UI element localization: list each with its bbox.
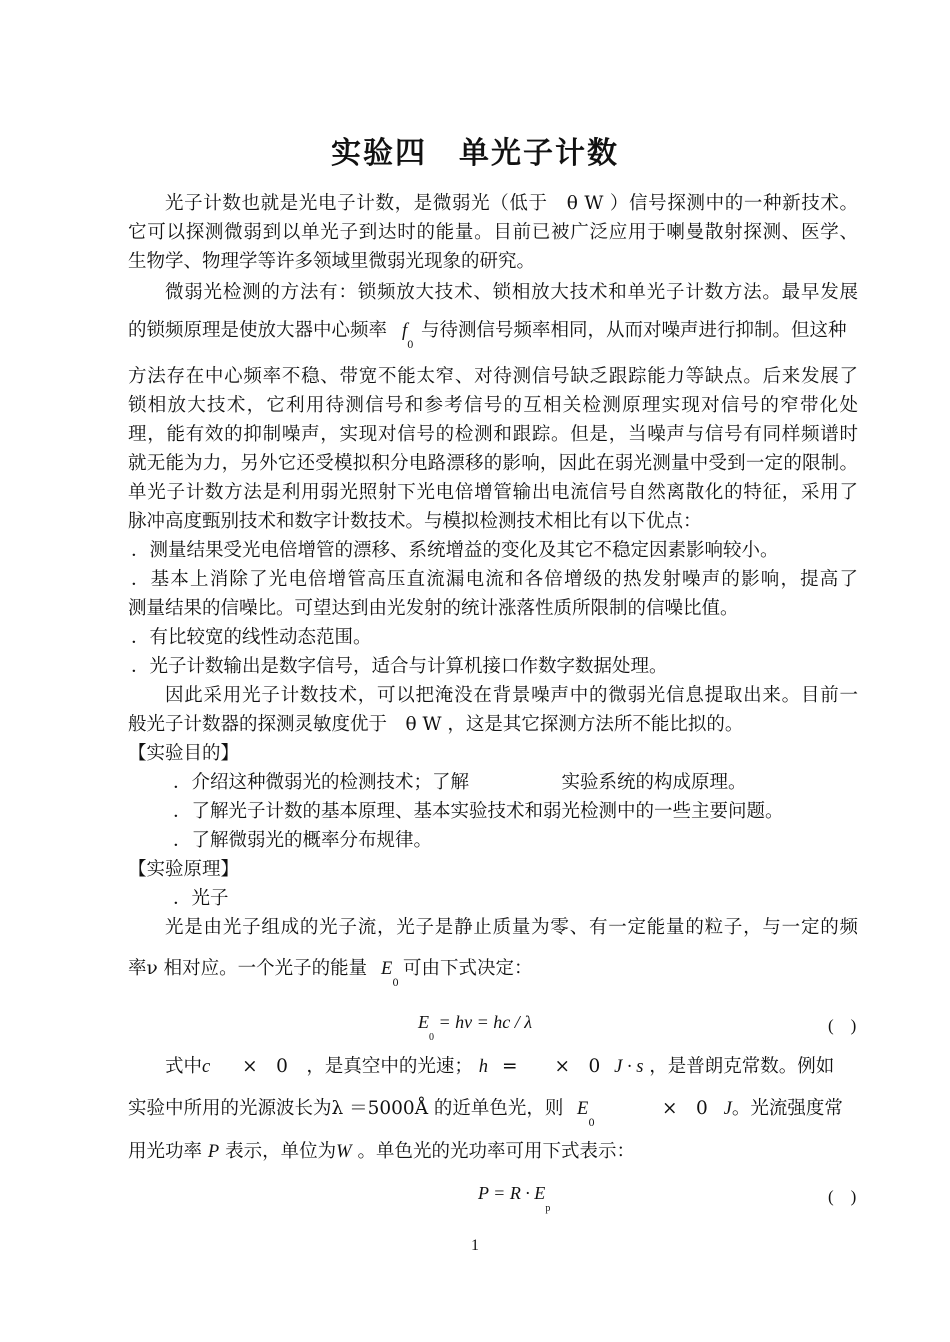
list-item: ．了解微弱光的概率分布规律。 (173, 830, 433, 851)
paragraph-line: 方法存在中心频率不稳、带宽不能太窄、对待测信号缺乏跟踪能力等缺点。后来发展了 (128, 366, 858, 387)
list-item: 测量结果的信噪比。可望达到由光发射的统计涨落性质所限制的信噪比值。 (128, 598, 739, 619)
paragraph-line: 实验中所用的光源波长为λ ＝5000Å 的近单色光，则 (128, 1098, 564, 1119)
equation-number: ( ) (828, 1016, 857, 1035)
list-item: ．测量结果受光电倍增管的漂移、系统增益的变化及其它不稳定因素影响较小。 (131, 540, 779, 561)
paragraph-line: 率ν 相对应。一个光子的能量 (128, 958, 368, 979)
paragraph-line: 可由下式决定： (403, 958, 533, 979)
paragraph-line: 光子计数也就是光电子计数，是微弱光（低于 θ W ）信号探测中的一种新技术。 (165, 193, 858, 214)
page-number: 1 (471, 1237, 479, 1254)
paragraph-line: 因此采用光子计数技术，可以把淹没在背景噪声中的微弱光信息提取出来。目前一 (165, 685, 858, 706)
paragraph-line: 般光子计数器的探测灵敏度优于 θ W ，这是其它探测方法所不能比拟的。 (128, 714, 744, 735)
paragraph-line: 光是由光子组成的光子流，光子是静止质量为零、有一定能量的粒子，与一定的频 (165, 917, 858, 938)
paragraph-line: 的锁频原理是使放大器中心频率 (128, 320, 388, 341)
freq-symbol: $f_0$ (402, 321, 414, 351)
paragraph-line: 单光子计数方法是利用弱光照射下光电倍增管输出电流信号自然离散化的特征，采用了 (128, 482, 858, 503)
paragraph-line: 它可以探测微弱到以单光子到达时的能量。目前已被广泛应用于喇曼散射探测、医学、 (128, 222, 858, 243)
section-heading-principle: 【实验原理】 (128, 859, 240, 880)
paragraph-line: 理，能有效的抑制噪声，实现对信号的检测和跟踪。但是，当噪声与信号有同样频谱时 (128, 424, 858, 445)
equation-light-power: $P = R \cdot E_p$ (478, 1183, 551, 1214)
subsection-heading: ．光子 (173, 888, 229, 909)
equation-photon-energy: $E_0 = h\nu$ = hc / λ (418, 1012, 533, 1043)
paragraph-line: 微弱光检测的方法有：锁频放大技术、锁相放大技术和单光子计数方法。最早发展 (165, 282, 858, 303)
list-item: ．光子计数输出是数字信号，适合与计算机接口作数字数据处理。 (131, 656, 668, 677)
list-item: ．基本上消除了光电倍增管高压直流漏电流和各倍增级的热发射噪声的影响，提高了 (131, 569, 858, 590)
paragraph-line: 式中c × 0 ，是真空中的光速； h = × 0 J · s ，是普朗克常数。例如 (165, 1056, 835, 1077)
paragraph-line: 就无能为力，另外它还受模拟积分电路漂移的影响，因此在弱光测量中受到一定的限制。 (128, 453, 858, 474)
paragraph-line: 与待测信号频率相同，从而对噪声进行抑制。但这种 (421, 320, 847, 341)
list-item: ．了解光子计数的基本原理、基本实验技术和弱光检测中的一些主要问题。 (173, 801, 784, 822)
energy-symbol: $E_0$ (381, 959, 399, 989)
list-item: ．介绍这种微弱光的检测技术；了解 实验系统的构成原理。 (173, 772, 747, 793)
page-title: 实验四 单光子计数 (331, 136, 619, 171)
paragraph-line: × 0 J。光流强度常 (662, 1098, 843, 1119)
paragraph-line: 锁相放大技术，它利用待测信号和参考信号的互相关检测原理实现对信号的窄带化处 (128, 395, 858, 416)
section-heading-purpose: 【实验目的】 (128, 743, 240, 764)
paragraph-line: 用光功率 P 表示，单位为W 。单色光的光功率可用下式表示： (128, 1141, 635, 1162)
paragraph-line: 脉冲高度甄别技术和数字计数技术。与模拟检测技术相比有以下优点： (128, 511, 702, 532)
paragraph-line: 生物学、物理学等许多领域里微弱光现象的研究。 (128, 251, 536, 272)
equation-number: ( ) (828, 1187, 857, 1206)
energy-symbol: $E_0$ (577, 1099, 595, 1129)
list-item: ．有比较宽的线性动态范围。 (131, 627, 372, 648)
